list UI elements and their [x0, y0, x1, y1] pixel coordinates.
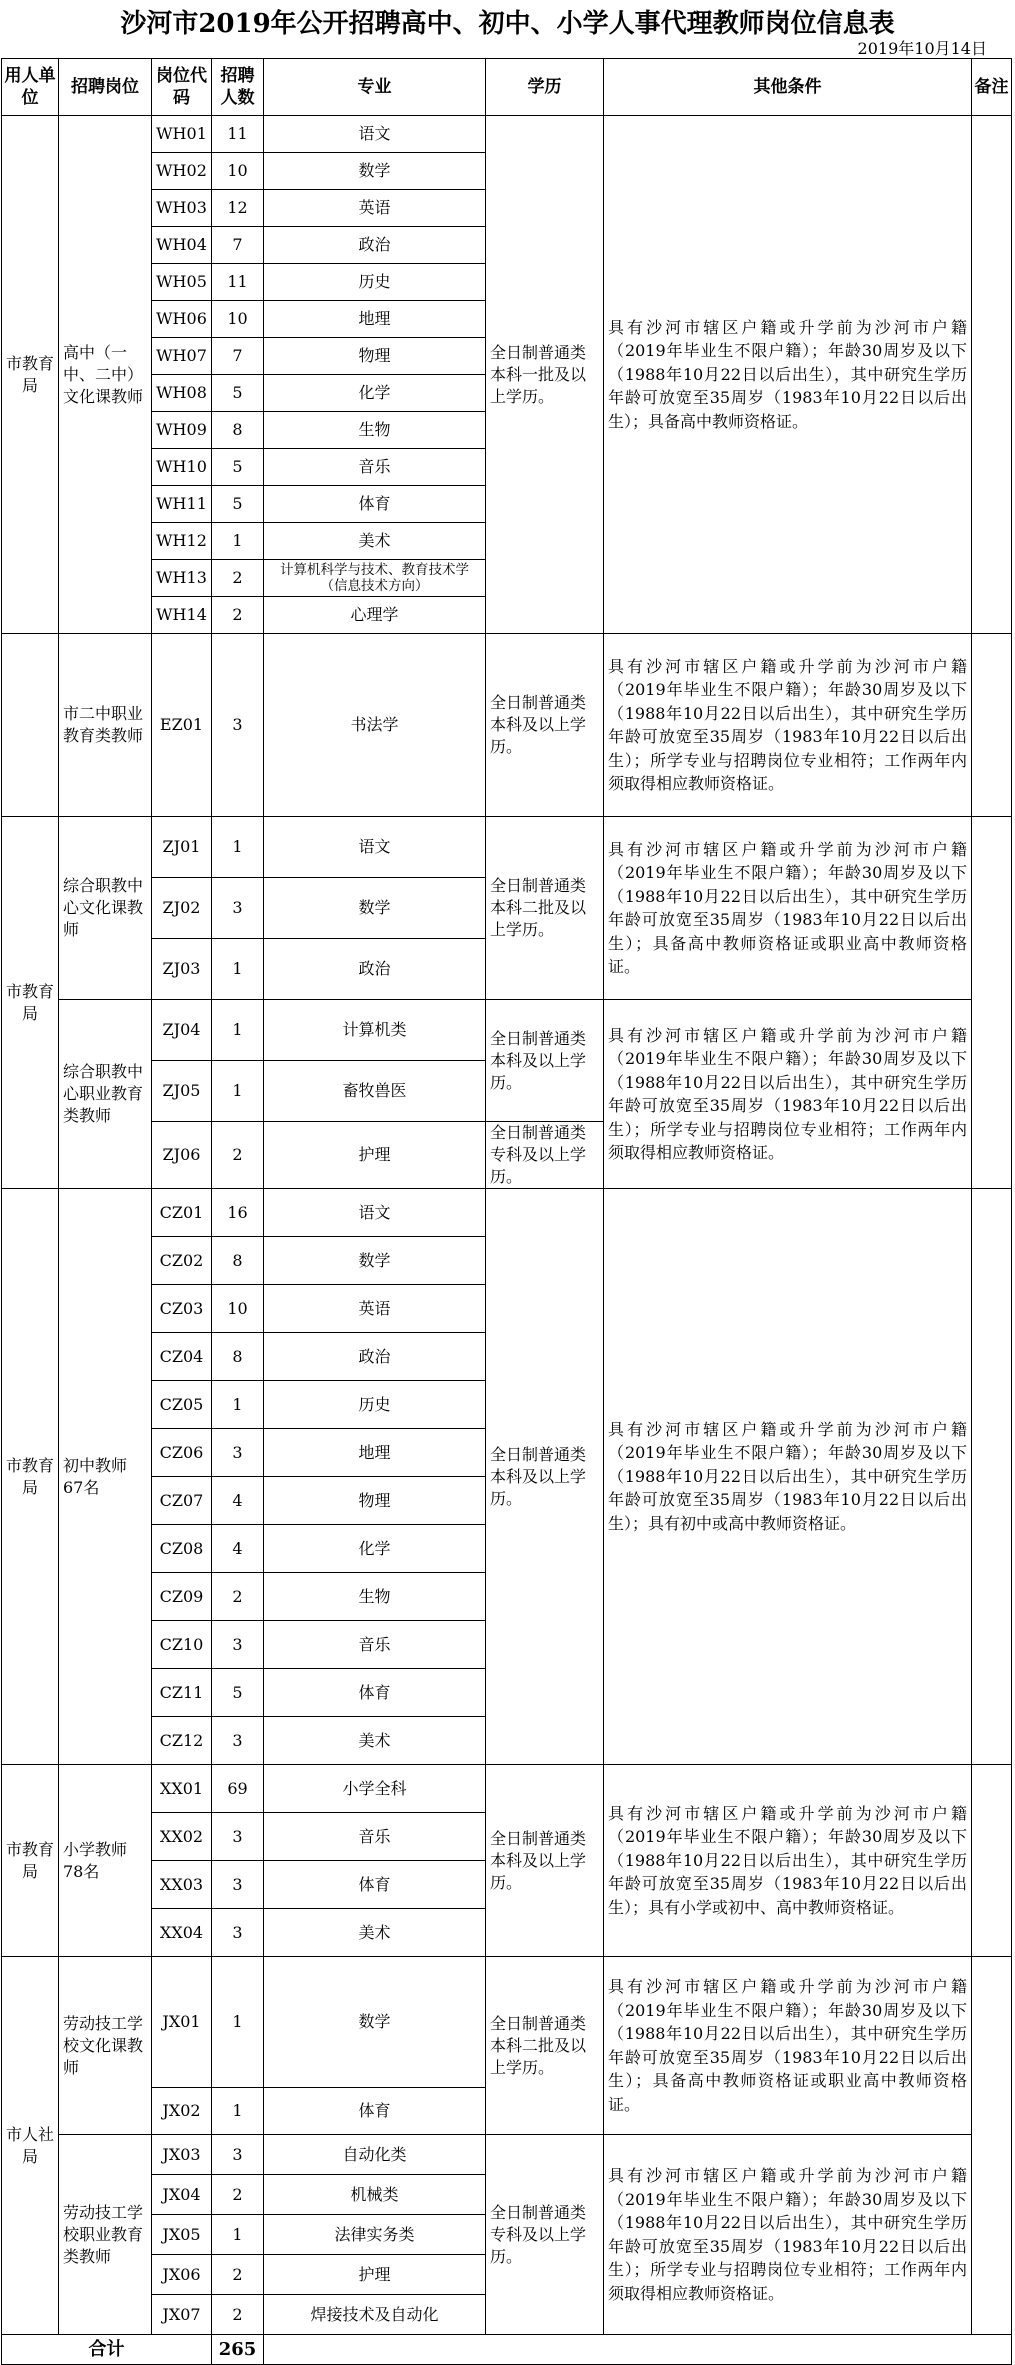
major-cell: 历史	[264, 264, 486, 301]
major-cell: 音乐	[264, 1621, 486, 1669]
major-cell: 自动化类	[264, 2135, 486, 2175]
major-cell: 语文	[264, 817, 486, 878]
major-cell: 计算机科学与技术、教育技术学（信息技术方向）	[264, 560, 486, 597]
major-cell: 英语	[264, 1285, 486, 1333]
code-cell: ZJ05	[152, 1061, 212, 1122]
major-cell: 音乐	[264, 449, 486, 486]
header-code: 岗位代码	[152, 59, 212, 116]
table-row	[2, 116, 1012, 153]
major-cell: 体育	[264, 2088, 486, 2135]
code-cell: ZJ03	[152, 939, 212, 1000]
code-cell: WH09	[152, 412, 212, 449]
conditions-cell: 具有沙河市辖区户籍或升学前为沙河市户籍（2019年毕业生不限户籍）；年龄30周岁及以下（1988年10月22日以后出生），其中研究生学历年龄可放宽至35周岁（1983年10月22日以后出生）；所学专业与招聘岗位专业相符；工作两年内须取得相应教师资格证。	[604, 1000, 972, 1189]
major-cell: 地理	[264, 301, 486, 338]
remarks-cell	[972, 817, 1012, 1189]
code-cell: CZ03	[152, 1285, 212, 1333]
code-cell: JX01	[152, 1957, 212, 2088]
date-label: 2019年10月14日	[857, 39, 987, 58]
code-cell: CZ07	[152, 1477, 212, 1525]
major-cell: 美术	[264, 1717, 486, 1765]
count-cell: 1	[212, 1061, 264, 1122]
header-major: 专业	[264, 59, 486, 116]
count-cell: 16	[212, 1189, 264, 1237]
unit-cell: 市人社局	[2, 1957, 59, 2335]
major-cell: 美术	[264, 1909, 486, 1957]
unit-cell: 市教育局	[2, 1765, 59, 1957]
table-row	[2, 1000, 1012, 1061]
count-cell: 8	[212, 1333, 264, 1381]
code-cell: CZ10	[152, 1621, 212, 1669]
total-count: 265	[212, 2335, 264, 2365]
code-cell: XX02	[152, 1813, 212, 1861]
count-cell: 3	[212, 634, 264, 817]
conditions-cell: 具有沙河市辖区户籍或升学前为沙河市户籍（2019年毕业生不限户籍）；年龄30周岁及以下（1988年10月22日以后出生），其中研究生学历年龄可放宽至35周岁（1983年10月22日以后出生）；所学专业与招聘岗位专业相符；工作两年内须取得相应教师资格证。	[604, 2135, 972, 2335]
count-cell: 2	[212, 1573, 264, 1621]
education-cell: 全日制普通类专科及以上学历。	[486, 1122, 604, 1189]
page-title: 沙河市2019年公开招聘高中、初中、小学人事代理教师岗位信息表	[120, 9, 895, 39]
major-cell: 音乐	[264, 1813, 486, 1861]
major-cell: 物理	[264, 1477, 486, 1525]
code-cell: CZ02	[152, 1237, 212, 1285]
code-cell: JX06	[152, 2255, 212, 2295]
major-cell: 体育	[264, 486, 486, 523]
count-cell: 12	[212, 190, 264, 227]
code-cell: WH11	[152, 486, 212, 523]
major-cell: 机械类	[264, 2175, 486, 2215]
count-cell: 8	[212, 412, 264, 449]
major-cell: 化学	[264, 375, 486, 412]
code-cell: JX07	[152, 2295, 212, 2335]
major-cell: 生物	[264, 1573, 486, 1621]
code-cell: ZJ02	[152, 878, 212, 939]
major-cell: 体育	[264, 1861, 486, 1909]
total-label: 合计	[2, 2335, 212, 2365]
count-cell: 11	[212, 116, 264, 153]
code-cell: XX04	[152, 1909, 212, 1957]
major-cell: 美术	[264, 523, 486, 560]
code-cell: CZ05	[152, 1381, 212, 1429]
count-cell: 4	[212, 1477, 264, 1525]
count-cell: 1	[212, 817, 264, 878]
conditions-cell: 具有沙河市辖区户籍或升学前为沙河市户籍（2019年毕业生不限户籍）；年龄30周岁及以下（1988年10月22日以后出生），其中研究生学历年龄可放宽至35周岁（1983年10月22日以后出生）；具备高中教师资格证或职业高中教师资格证。	[604, 817, 972, 1000]
position-cell: 高中（一中、二中）文化课教师	[59, 116, 152, 634]
code-cell: WH12	[152, 523, 212, 560]
code-cell: JX04	[152, 2175, 212, 2215]
header-row	[2, 59, 1012, 116]
education-cell: 全日制普通类本科及以上学历。	[486, 634, 604, 817]
header-position: 招聘岗位	[59, 59, 152, 116]
count-cell: 5	[212, 1669, 264, 1717]
count-cell: 7	[212, 227, 264, 264]
code-cell: WH08	[152, 375, 212, 412]
conditions-cell: 具有沙河市辖区户籍或升学前为沙河市户籍（2019年毕业生不限户籍）；年龄30周岁及以下（1988年10月22日以后出生），其中研究生学历年龄可放宽至35周岁（1983年10月22日以后出生）；具有初中或高中教师资格证。	[604, 1189, 972, 1765]
remarks-cell	[972, 1957, 1012, 2335]
major-cell: 化学	[264, 1525, 486, 1573]
count-cell: 2	[212, 1122, 264, 1189]
code-cell: XX01	[152, 1765, 212, 1813]
code-cell: WH02	[152, 153, 212, 190]
major-cell: 物理	[264, 338, 486, 375]
major-cell: 小学全科	[264, 1765, 486, 1813]
major-cell: 畜牧兽医	[264, 1061, 486, 1122]
header-count: 招聘人数	[212, 59, 264, 116]
count-cell: 1	[212, 523, 264, 560]
count-cell: 5	[212, 449, 264, 486]
major-cell: 生物	[264, 412, 486, 449]
conditions-cell: 具有沙河市辖区户籍或升学前为沙河市户籍（2019年毕业生不限户籍）；年龄30周岁及以下（1988年10月22日以后出生），其中研究生学历年龄可放宽至35周岁（1983年10月22日以后出生）；具备高中教师资格证或职业高中教师资格证。	[604, 1957, 972, 2135]
major-cell: 政治	[264, 1333, 486, 1381]
major-cell: 护理	[264, 1122, 486, 1189]
conditions-cell: 具有沙河市辖区户籍或升学前为沙河市户籍（2019年毕业生不限户籍）；年龄30周岁及以下（1988年10月22日以后出生），其中研究生学历年龄可放宽至35周岁（1983年10月22日以后出生）；具有小学或初中、高中教师资格证。	[604, 1765, 972, 1957]
major-cell: 地理	[264, 1429, 486, 1477]
code-cell: WH07	[152, 338, 212, 375]
count-cell: 3	[212, 2135, 264, 2175]
count-cell: 3	[212, 1813, 264, 1861]
count-cell: 1	[212, 1381, 264, 1429]
count-cell: 2	[212, 2295, 264, 2335]
code-cell: EZ01	[152, 634, 212, 817]
major-cell: 政治	[264, 939, 486, 1000]
education-cell: 全日制普通类本科及以上学历。	[486, 1000, 604, 1122]
remarks-cell	[972, 1189, 1012, 1765]
major-cell: 心理学	[264, 597, 486, 634]
major-cell: 法律实务类	[264, 2215, 486, 2255]
count-cell: 10	[212, 153, 264, 190]
code-cell: ZJ06	[152, 1122, 212, 1189]
count-cell: 2	[212, 2175, 264, 2215]
code-cell: CZ06	[152, 1429, 212, 1477]
table-row	[2, 1189, 1012, 1237]
count-cell: 69	[212, 1765, 264, 1813]
header-education: 学历	[486, 59, 604, 116]
count-cell: 4	[212, 1525, 264, 1573]
code-cell: JX02	[152, 2088, 212, 2135]
code-cell: CZ11	[152, 1669, 212, 1717]
count-cell: 2	[212, 560, 264, 597]
code-cell: CZ09	[152, 1573, 212, 1621]
header-conditions: 其他条件	[604, 59, 972, 116]
count-cell: 2	[212, 597, 264, 634]
major-cell: 书法学	[264, 634, 486, 817]
count-cell: 1	[212, 2088, 264, 2135]
code-cell: ZJ01	[152, 817, 212, 878]
major-cell: 护理	[264, 2255, 486, 2295]
education-cell: 全日制普通类本科一批及以上学历。	[486, 116, 604, 634]
count-cell: 5	[212, 486, 264, 523]
count-cell: 3	[212, 1429, 264, 1477]
major-cell: 语文	[264, 1189, 486, 1237]
count-cell: 3	[212, 1621, 264, 1669]
count-cell: 8	[212, 1237, 264, 1285]
code-cell: CZ01	[152, 1189, 212, 1237]
major-cell: 数学	[264, 153, 486, 190]
count-cell: 3	[212, 878, 264, 939]
major-cell: 焊接技术及自动化	[264, 2295, 486, 2335]
major-cell: 语文	[264, 116, 486, 153]
code-cell: WH13	[152, 560, 212, 597]
count-cell: 1	[212, 2215, 264, 2255]
code-cell: CZ04	[152, 1333, 212, 1381]
position-cell: 劳动技工学校职业教育类教师	[59, 2135, 152, 2335]
count-cell: 3	[212, 1717, 264, 1765]
position-cell: 综合职教中心职业教育类教师	[59, 1000, 152, 1189]
unit-cell: 市教育局	[2, 817, 59, 1189]
major-cell: 英语	[264, 190, 486, 227]
code-cell: XX03	[152, 1861, 212, 1909]
code-cell: WH06	[152, 301, 212, 338]
remarks-cell	[972, 1765, 1012, 1957]
code-cell: WH04	[152, 227, 212, 264]
major-cell: 计算机类	[264, 1000, 486, 1061]
position-cell: 劳动技工学校文化课教师	[59, 1957, 152, 2135]
count-cell: 1	[212, 1957, 264, 2088]
position-cell: 综合职教中心文化课教师	[59, 817, 152, 1000]
position-cell: 小学教师78名	[59, 1765, 152, 1957]
count-cell: 1	[212, 939, 264, 1000]
education-cell: 全日制普通类本科及以上学历。	[486, 1765, 604, 1957]
education-cell: 全日制普通类专科及以上学历。	[486, 2135, 604, 2335]
count-cell: 5	[212, 375, 264, 412]
total-row	[2, 2335, 1012, 2365]
major-cell: 体育	[264, 1669, 486, 1717]
major-cell: 数学	[264, 878, 486, 939]
table-row	[2, 1957, 1012, 2088]
code-cell: JX05	[152, 2215, 212, 2255]
education-cell: 全日制普通类本科及以上学历。	[486, 1189, 604, 1765]
remarks-cell	[972, 116, 1012, 634]
unit-cell: 市教育局	[2, 1189, 59, 1765]
unit-cell	[2, 634, 59, 817]
code-cell: WH01	[152, 116, 212, 153]
remarks-cell	[972, 634, 1012, 817]
major-cell: 政治	[264, 227, 486, 264]
count-cell: 7	[212, 338, 264, 375]
conditions-cell: 具有沙河市辖区户籍或升学前为沙河市户籍（2019年毕业生不限户籍）；年龄30周岁及以下（1988年10月22日以后出生），其中研究生学历年龄可放宽至35周岁（1983年10月22日以后出生）；所学专业与招聘岗位专业相符；工作两年内须取得相应教师资格证。	[604, 634, 972, 817]
count-cell: 3	[212, 1861, 264, 1909]
table-row	[2, 634, 1012, 817]
position-cell: 市二中职业教育类教师	[59, 634, 152, 817]
education-cell: 全日制普通类本科二批及以上学历。	[486, 817, 604, 1000]
major-cell: 数学	[264, 1957, 486, 2088]
education-cell: 全日制普通类本科二批及以上学历。	[486, 1957, 604, 2135]
count-cell: 1	[212, 1000, 264, 1061]
count-cell: 2	[212, 2255, 264, 2295]
code-cell: WH10	[152, 449, 212, 486]
code-cell: ZJ04	[152, 1000, 212, 1061]
count-cell: 11	[212, 264, 264, 301]
table-row	[2, 2135, 1012, 2175]
position-cell: 初中教师67名	[59, 1189, 152, 1765]
conditions-cell: 具有沙河市辖区户籍或升学前为沙河市户籍（2019年毕业生不限户籍）；年龄30周岁及以下（1988年10月22日以后出生），其中研究生学历年龄可放宽至35周岁（1983年10月22日以后出生）；具备高中教师资格证。	[604, 116, 972, 634]
header-remarks: 备注	[972, 59, 1012, 116]
major-cell: 数学	[264, 1237, 486, 1285]
count-cell: 3	[212, 1909, 264, 1957]
code-cell: WH03	[152, 190, 212, 227]
code-cell: WH05	[152, 264, 212, 301]
table-row	[2, 1765, 1012, 1813]
recruitment-table	[1, 58, 1012, 2365]
count-cell: 10	[212, 301, 264, 338]
total-empty	[264, 2335, 1012, 2365]
code-cell: JX03	[152, 2135, 212, 2175]
code-cell: CZ12	[152, 1717, 212, 1765]
major-cell: 历史	[264, 1381, 486, 1429]
table-row	[2, 817, 1012, 878]
code-cell: WH14	[152, 597, 212, 634]
code-cell: CZ08	[152, 1525, 212, 1573]
count-cell: 10	[212, 1285, 264, 1333]
header-unit: 用人单位	[2, 59, 59, 116]
unit-cell: 市教育局	[2, 116, 59, 634]
